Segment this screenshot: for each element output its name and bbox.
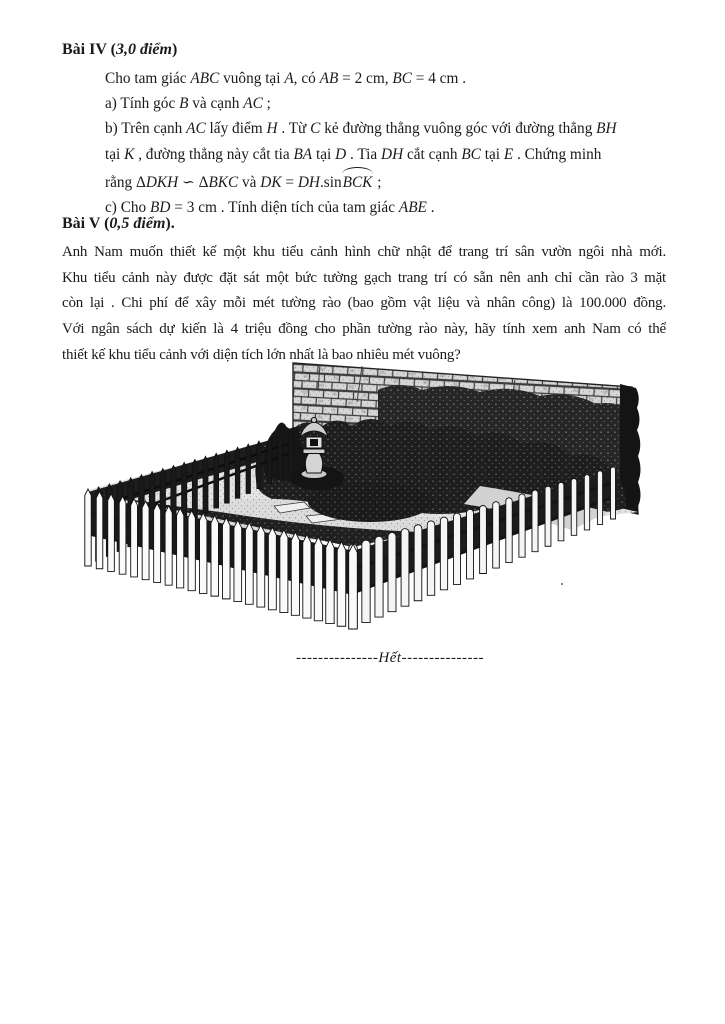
text-run: 3,0 điểm: [115, 41, 172, 58]
text-line: Với ngân sách dự kiến là 4 triệu đồng cho phần tường rào này, hãy tính xem anh Nam có thể: [62, 321, 666, 338]
text-run: . Chứng minh: [513, 145, 602, 163]
problem-iv-heading: [62, 41, 177, 59]
text-run: ;: [373, 173, 382, 191]
text-run: A: [284, 70, 294, 87]
text-run: cắt cạnh: [403, 145, 462, 163]
text-run: b) Trên cạnh: [105, 120, 187, 138]
text-run: Bài V (: [62, 215, 110, 232]
text-run: ;: [262, 95, 271, 113]
text-run: tại: [480, 145, 504, 163]
text-run: BA: [293, 145, 313, 163]
text-run: BC: [461, 145, 481, 163]
text-line: [105, 142, 680, 167]
text-run: AB: [319, 70, 339, 87]
text-line: [105, 116, 680, 141]
text-run: tại: [105, 145, 125, 163]
problem-iv-body: [105, 66, 680, 220]
text-run: .: [426, 199, 435, 217]
text-run: . Từ: [277, 120, 311, 138]
text-run: Hết: [378, 650, 402, 666]
text-run: H: [266, 120, 278, 138]
text-run: K: [124, 145, 135, 163]
text-run: AC: [186, 120, 206, 138]
text-run: DKH: [145, 173, 179, 191]
scan-speck: [561, 583, 563, 585]
text-run: , có: [293, 70, 320, 87]
text-run: .sin: [319, 173, 342, 191]
text-run: rằng Δ: [105, 173, 146, 191]
text-run: ∽ Δ: [178, 173, 209, 191]
text-run: = 3 cm . Tính diện tích của tam giác: [170, 199, 399, 217]
text-run: Bài IV (: [62, 41, 116, 58]
text-run: và: [238, 173, 261, 191]
text-line: còn lại . Chi phí để xây mỗi mét tường rào (bao gồm vật liệu và nhân công) là 100.000 đồng.: [62, 295, 666, 312]
text-run: E: [503, 145, 514, 163]
text-run: ): [171, 41, 178, 58]
text-run: B: [179, 95, 189, 113]
problem-v-body: [62, 240, 666, 369]
text-run: ---------------: [295, 650, 379, 666]
text-line: [105, 170, 680, 195]
text-run: DH: [381, 145, 404, 163]
text-run: 0,5 điểm: [109, 215, 166, 232]
text-run: D: [335, 145, 347, 163]
text-run: C: [310, 120, 321, 138]
text-run: c) Cho: [105, 199, 151, 217]
text-line: thiết kế khu tiểu cảnh với diện tích lớn nhất là bao nhiêu mét vuông?: [62, 346, 461, 363]
text-run: BKC: [208, 173, 239, 191]
text-run: BD: [150, 199, 171, 217]
text-run: ABC: [190, 70, 220, 87]
text-run: và cạnh: [188, 95, 244, 113]
text-run: BH: [596, 120, 617, 138]
text-line: Khu tiểu cảnh này được đặt sát một bức tường gạch trang trí có sẵn nên anh chỉ cần rào 3 mặt: [62, 269, 666, 286]
text-run: tại: [312, 145, 336, 163]
text-run: = 4 cm .: [411, 70, 467, 87]
text-line: [105, 91, 680, 116]
text-run: BC: [392, 70, 412, 87]
text-run: kẻ đường thẳng vuông góc với đường thẳng: [320, 120, 597, 138]
text-run: lấy điểm: [205, 120, 267, 138]
text-line: [105, 195, 680, 220]
text-line: Anh Nam muốn thiết kế một khu tiểu cảnh hình chữ nhật để trang trí sân vườn ngôi nhà mới.: [62, 244, 666, 260]
text-run: =: [281, 173, 298, 191]
text-run: BCK: [342, 170, 374, 195]
text-run: = 2 cm,: [338, 70, 393, 87]
text-run: ABE: [398, 199, 427, 217]
text-run: AC: [243, 95, 263, 113]
text-run: DK: [260, 173, 282, 191]
garden-illustration: [60, 360, 660, 652]
text-run: ---------------: [401, 650, 485, 666]
text-run: vuông tại: [219, 70, 285, 87]
end-marker: [0, 650, 725, 667]
text-run: a) Tính góc: [105, 95, 180, 113]
text-run: , đường thẳng này cắt tia: [134, 145, 294, 163]
text-run: DH: [297, 173, 320, 191]
text-run: ).: [165, 215, 175, 232]
text-line: [105, 66, 680, 91]
problem-v-heading: [62, 215, 175, 233]
text-run: Cho tam giác: [105, 70, 191, 87]
text-run: . Tia: [346, 145, 382, 163]
